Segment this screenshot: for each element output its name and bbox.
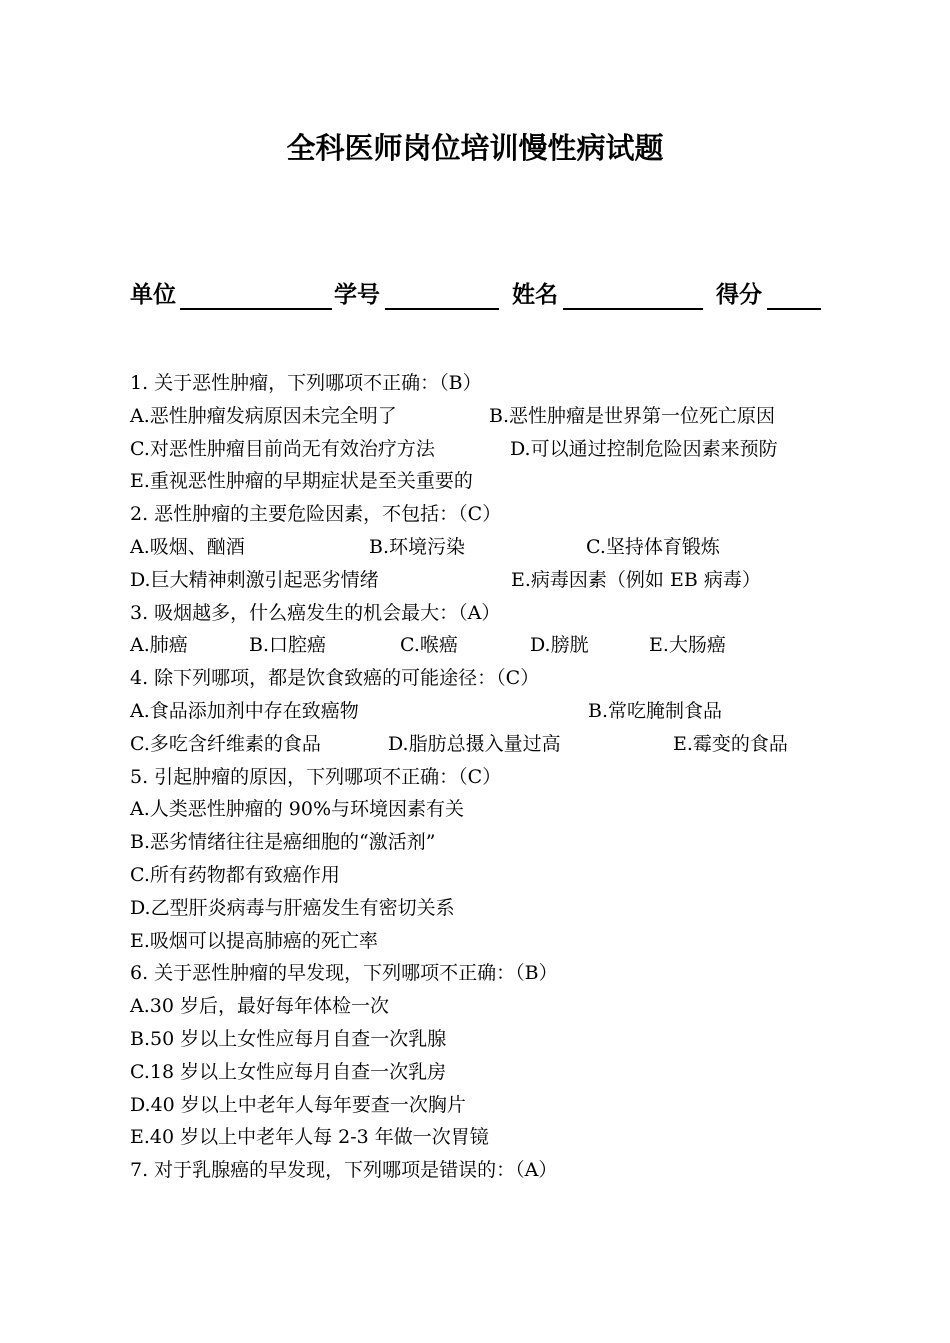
options-row (130, 1089, 850, 1122)
option-d: D.脂肪总摄入量过高 (388, 732, 561, 755)
name-blank[interactable] (563, 308, 703, 310)
score-label: 得分 (716, 282, 762, 308)
option-a: A.食品添加剂中存在致癌物 (130, 699, 359, 722)
option-b: B.恶劣情绪往往是癌细胞的“激活剂” (130, 831, 436, 854)
options-row (130, 859, 850, 892)
options-row (130, 564, 850, 597)
name-label: 姓名 (512, 282, 558, 308)
page-title: 全科医师岗位培训慢性病试题 (286, 131, 664, 165)
options-row (130, 695, 850, 728)
option-d: D.乙型肝炎病毒与肝癌发生有密切关系 (130, 896, 455, 919)
option-c: C.18 岁以上女性应每月自查一次乳房 (130, 1060, 447, 1083)
options-row (130, 793, 850, 826)
option-b: B.恶性肿瘤是世界第一位死亡原因 (489, 404, 776, 427)
option-d: D.膀胱 (530, 634, 589, 657)
unit-label: 单位 (130, 282, 176, 308)
question-text: 1. 关于恶性肿瘤，下列哪项不正确：（B） (130, 372, 482, 394)
question-text: 4. 除下列哪项，都是饮食致癌的可能途径：（C） (130, 667, 540, 690)
option-b: B.50 岁以上女性应每月自查一次乳腺 (130, 1027, 447, 1050)
question-5 (130, 761, 850, 794)
question-4 (130, 662, 850, 695)
option-e: E.霉变的食品 (673, 732, 788, 755)
option-a: A.肺癌 (130, 634, 188, 657)
option-e: E.病毒因素（例如 EB 病毒） (511, 568, 761, 591)
option-b: B.口腔癌 (249, 634, 327, 657)
option-d: D.可以通过控制危险因素来预防 (510, 437, 778, 460)
options-row (130, 465, 850, 498)
question-3 (130, 597, 850, 630)
options-row (130, 728, 850, 761)
options-row (130, 400, 850, 433)
score-blank[interactable] (767, 308, 821, 310)
option-a: A.吸烟、酗酒 (130, 535, 245, 558)
question-body (130, 367, 850, 1187)
options-row (130, 433, 850, 466)
question-text: 6. 关于恶性肿瘤的早发现，下列哪项不正确：（B） (130, 962, 558, 985)
option-c: C.对恶性肿瘤目前尚无有效治疗方法 (130, 437, 435, 460)
options-row (130, 629, 850, 662)
question-6 (130, 957, 850, 990)
unit-blank[interactable] (180, 308, 332, 310)
option-a: A.人类恶性肿瘤的 90%与环境因素有关 (130, 798, 465, 821)
option-e: E.大肠癌 (649, 634, 726, 657)
option-a: A.恶性肿瘤发病原因未完全明了 (130, 404, 397, 427)
question-text: 3. 吸烟越多，什么癌发生的机会最大：（A） (130, 601, 501, 624)
options-row (130, 531, 850, 564)
option-e: E.吸烟可以提高肺癌的死亡率 (130, 929, 378, 952)
option-b: B.环境污染 (369, 535, 466, 558)
option-d: D.巨大精神刺激引起恶劣情绪 (130, 568, 379, 591)
options-row (130, 826, 850, 859)
options-row (130, 1023, 850, 1056)
option-c: C.喉癌 (400, 634, 458, 657)
option-a: A.30 岁后，最好每年体检一次 (130, 995, 389, 1018)
option-e: E.重视恶性肿瘤的早期症状是至关重要的 (130, 470, 473, 493)
options-row (130, 990, 850, 1023)
option-e: E.40 岁以上中老年人每 2-3 年做一次胃镜 (130, 1126, 489, 1149)
question-text: 2. 恶性肿瘤的主要危险因素，不包括：（C） (130, 503, 502, 526)
options-row (130, 925, 850, 958)
option-c: C.多吃含纤维素的食品 (130, 732, 321, 755)
option-b: B.常吃腌制食品 (588, 699, 723, 722)
student-id-label: 学号 (334, 282, 380, 308)
question-2 (130, 498, 850, 531)
question-7 (130, 1154, 850, 1187)
student-info-row (130, 270, 830, 316)
student-id-blank[interactable] (385, 308, 499, 310)
options-row (130, 892, 850, 925)
option-d: D.40 岁以上中老年人每年要查一次胸片 (130, 1093, 466, 1116)
option-c: C.所有药物都有致癌作用 (130, 863, 340, 886)
options-row (130, 1121, 850, 1154)
question-text: 5. 引起肿瘤的原因，下列哪项不正确：（C） (130, 765, 502, 788)
option-c: C.坚持体育锻炼 (586, 535, 720, 558)
question-text: 7. 对于乳腺癌的早发现，下列哪项是错误的：（A） (130, 1159, 558, 1182)
question-1 (130, 367, 850, 400)
options-row (130, 1056, 850, 1089)
